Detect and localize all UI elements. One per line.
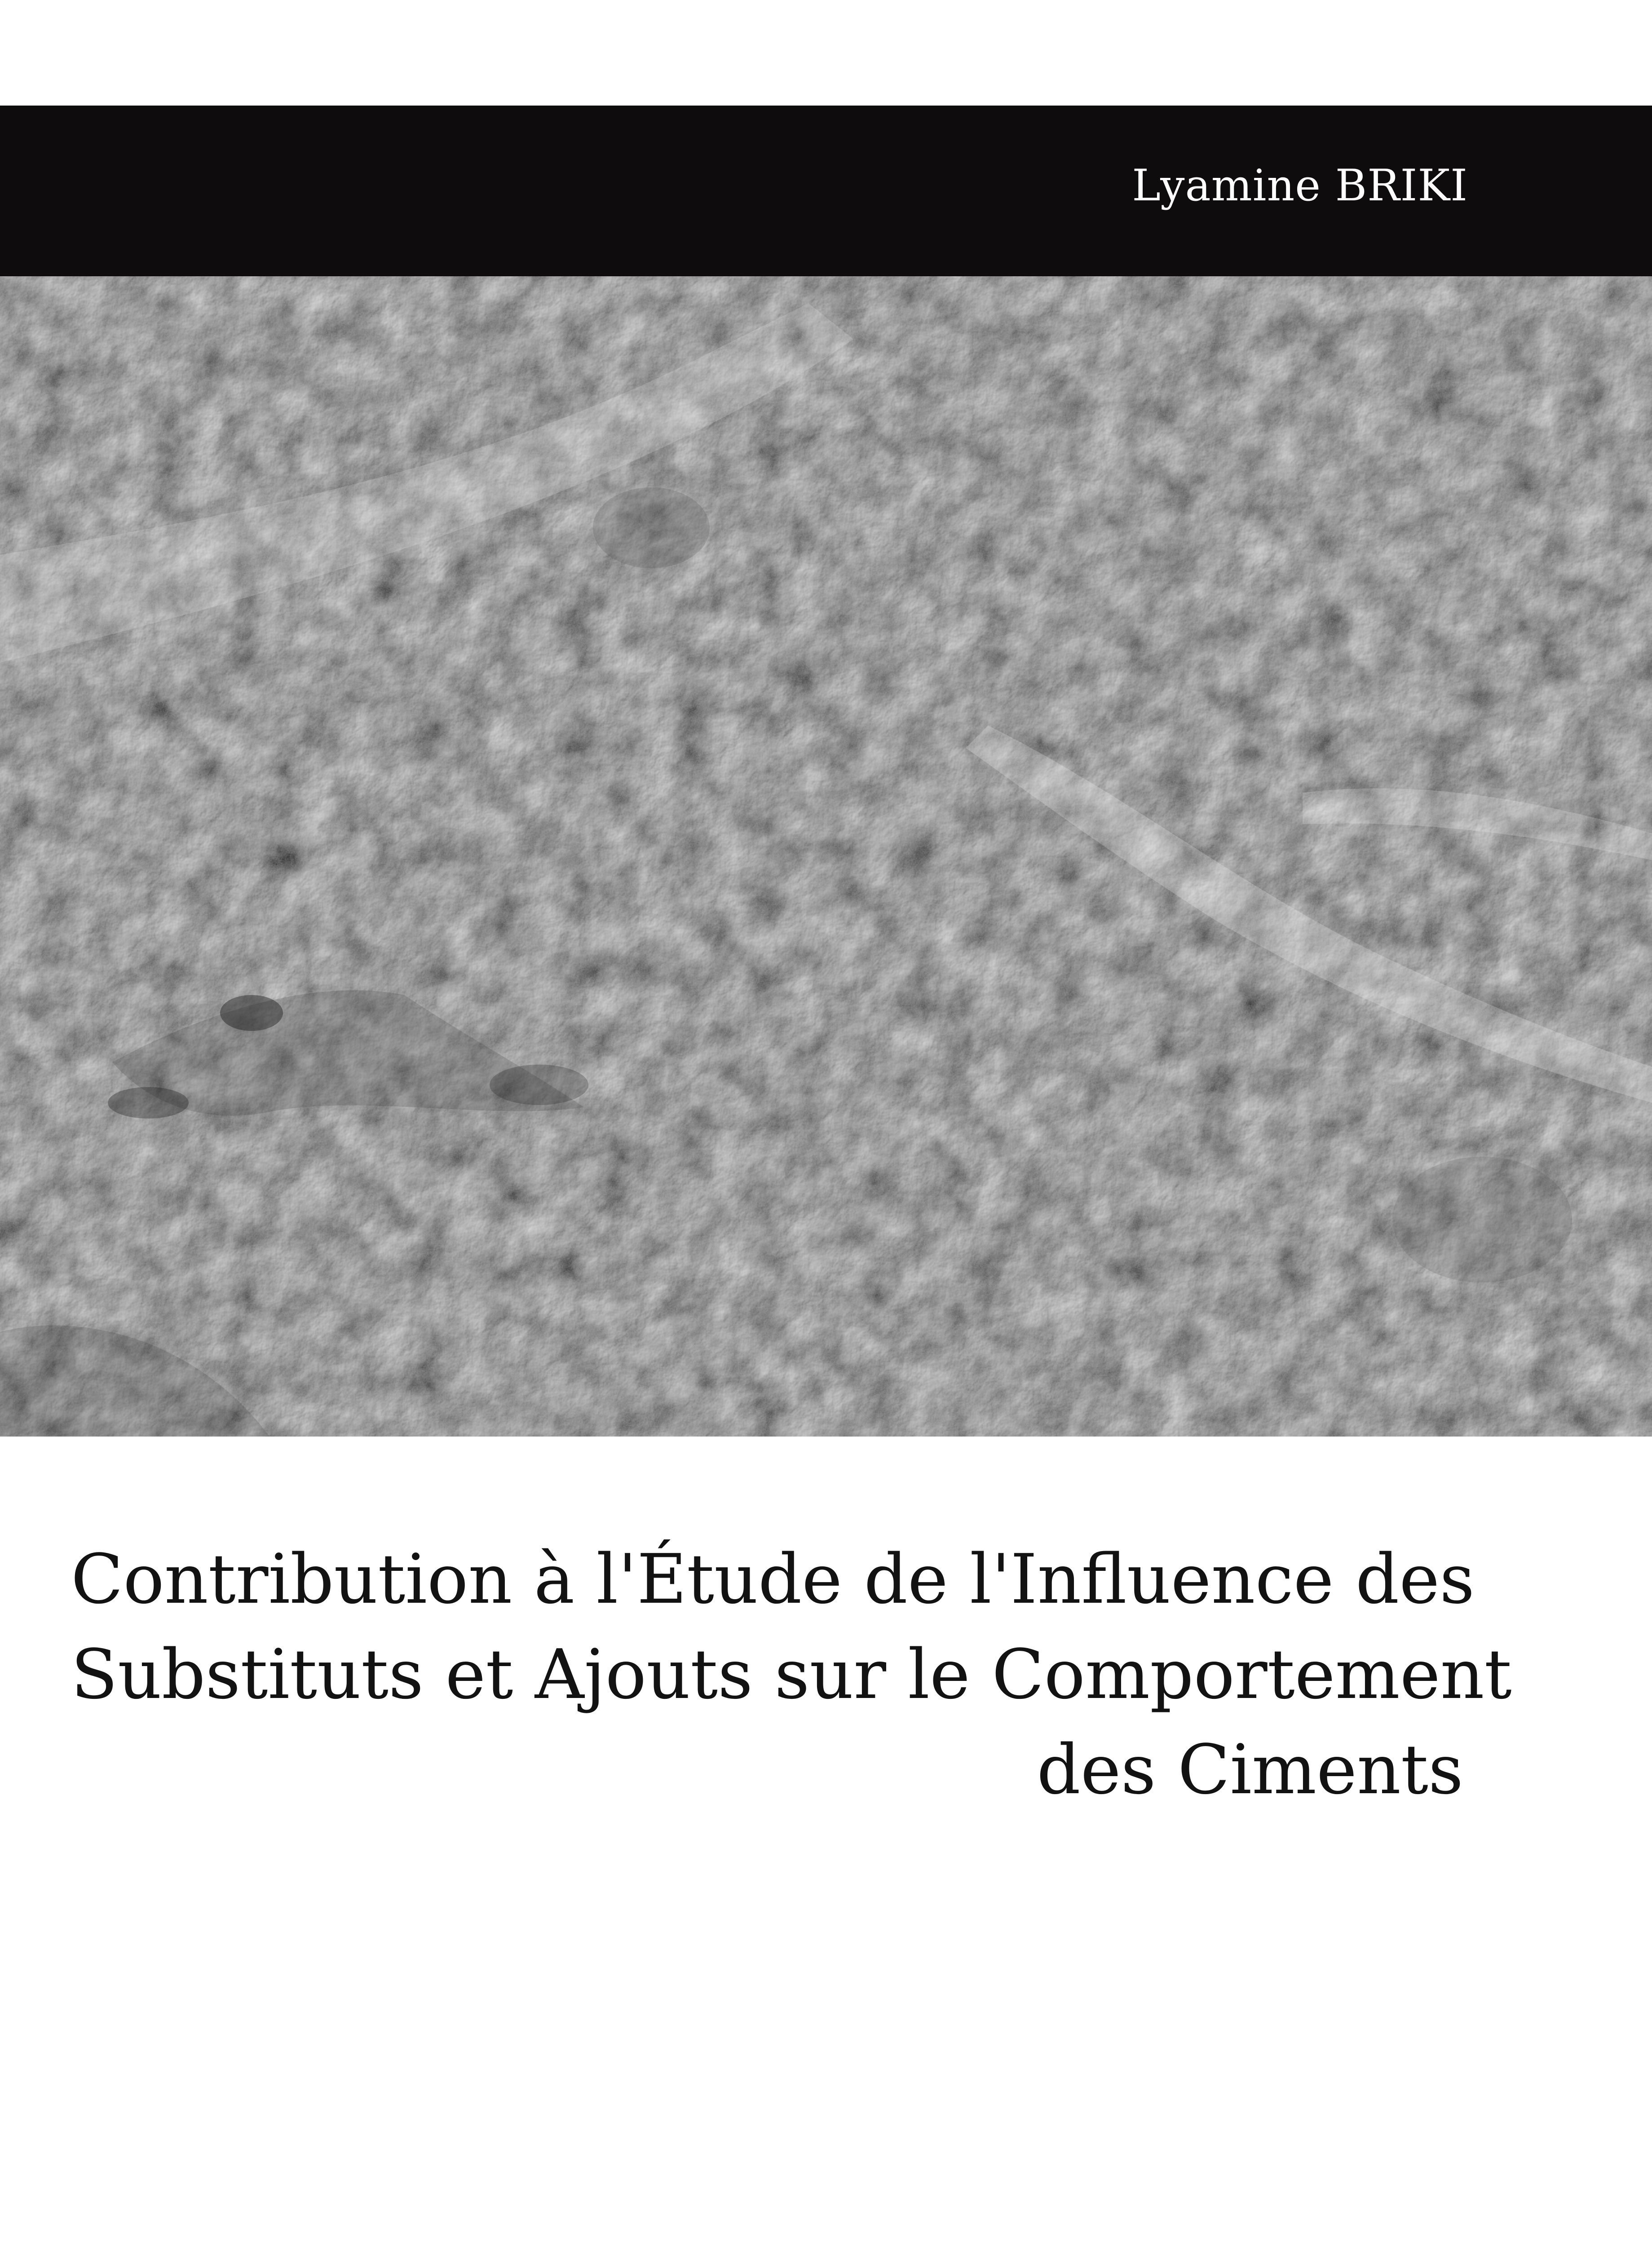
cover-photo	[0, 276, 1652, 1437]
author-band	[0, 106, 1652, 276]
book-title	[71, 1532, 1512, 1817]
title-line-3: des Ciments	[1037, 1730, 1463, 1809]
concrete-texture-image	[0, 276, 1652, 1437]
title-line-1: Contribution à l'Étude de l'Influence des	[71, 1539, 1475, 1619]
author-name: Lyamine BRIKI	[1132, 160, 1468, 211]
title-line-2: Substituts et Ajouts sur le Comportement	[71, 1635, 1512, 1714]
